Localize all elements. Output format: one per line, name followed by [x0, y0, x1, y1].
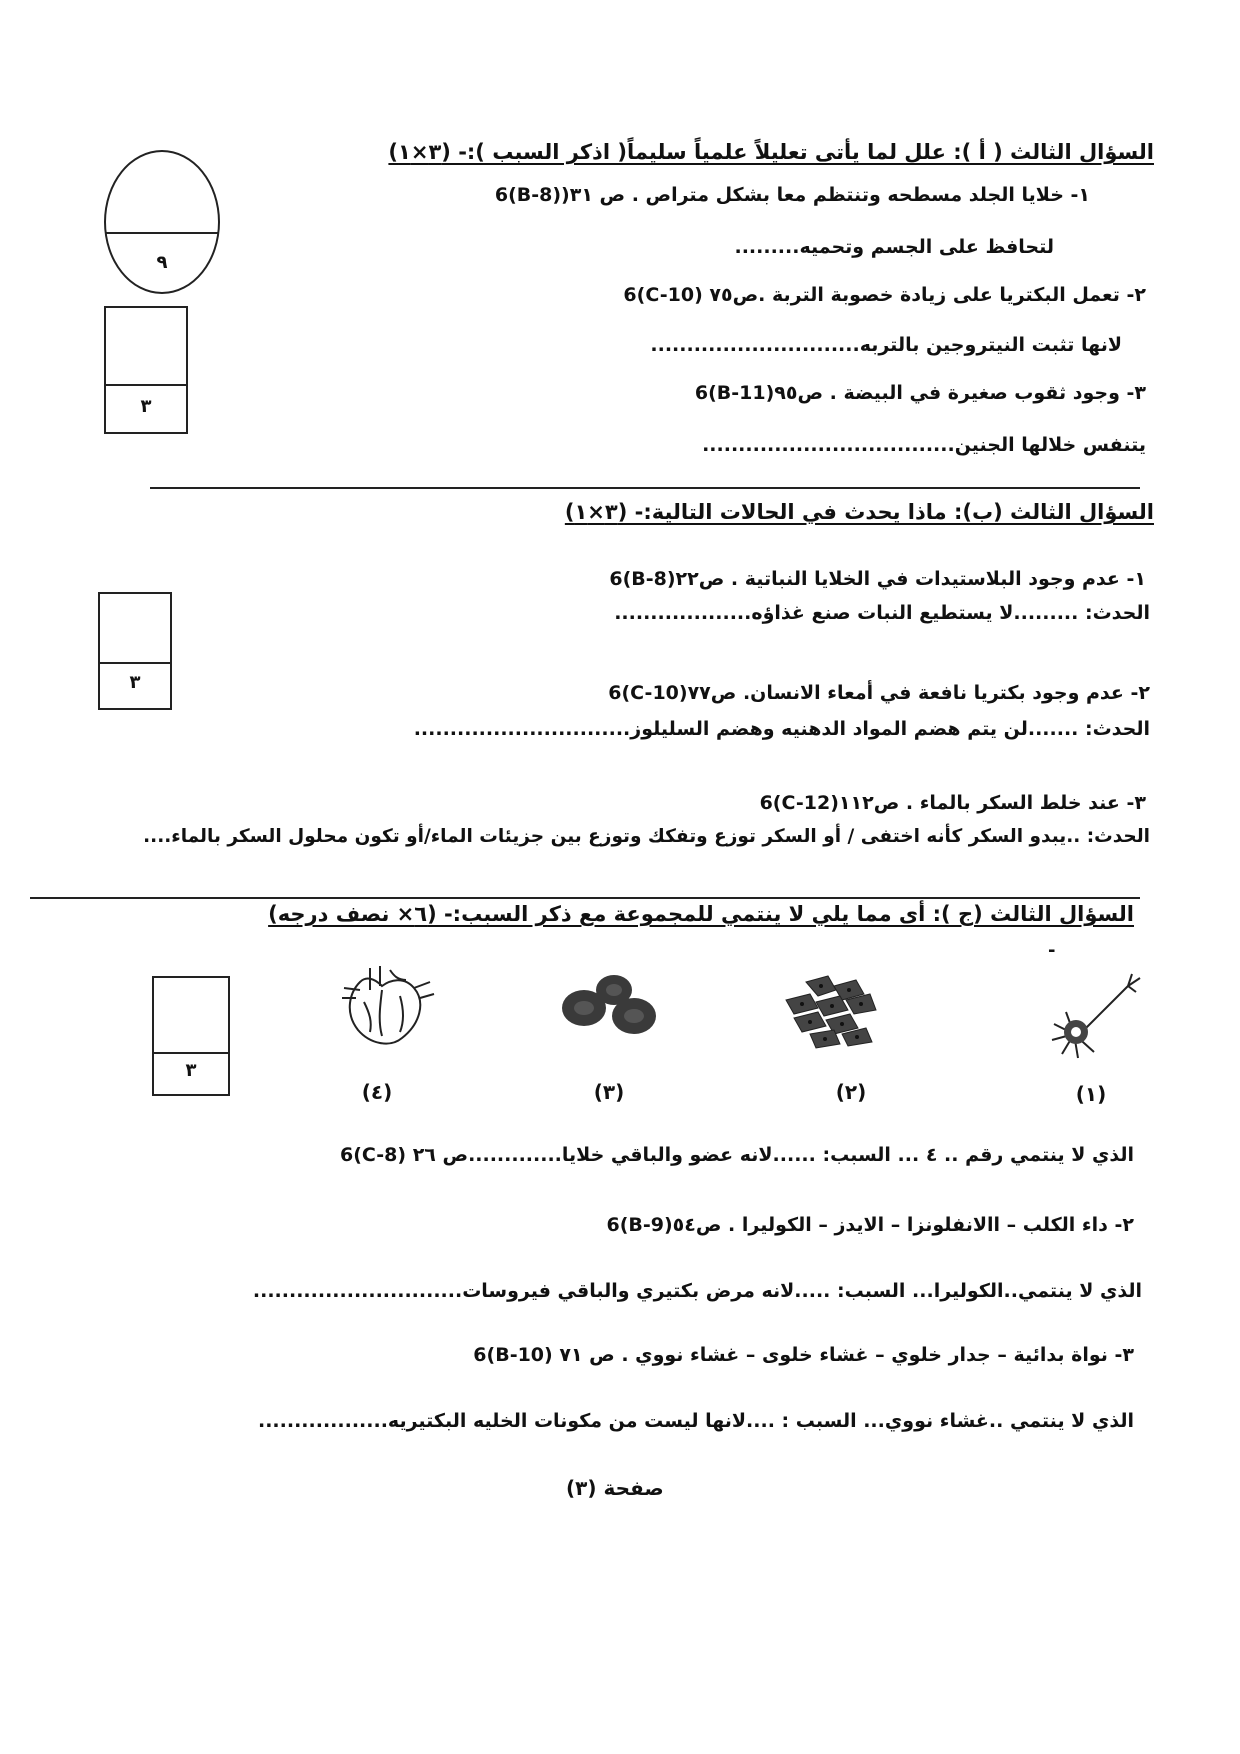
section-a-heading: السؤال الثالث ( أ ): علل لما يأتى تعليلاً علمياً سليماً( اذكر السبب ):- (٣×١): [388, 140, 1154, 164]
total-score-oval: [104, 150, 220, 294]
section-b-answer-1: الحدث: .........لا يستطيع النبات صنع غذاؤه...................: [614, 602, 1150, 624]
skin-cells-icon: [776, 972, 886, 1052]
section-c-heading: السؤال الثالث (ج ): أى مما يلي لا ينتمي للمجموعة مع ذكر السبب:- (٦× نصف درجه): [268, 902, 1134, 926]
section-c-answer-1: الذي لا ينتمي رقم .. ٤ ... السبب: ......لانه عضو والباقي خلايا.............ص ٢٦ (C-8)6: [339, 1144, 1134, 1166]
section-a-answer-1: لتحافظ على الجسم وتحميه.........: [734, 236, 1054, 258]
section-c-score-box: [152, 976, 230, 1096]
section-b-score-box: [98, 592, 172, 710]
divider-1: [150, 487, 1140, 489]
section-a-answer-2: لانها تثبت النيتروجين بالتربه.............................: [650, 334, 1122, 356]
section-c-answer-3: الذي لا ينتمي ..غشاء نووي... السبب : ....لانها ليست من مكونات الخليه البكتيريه..................: [258, 1410, 1134, 1432]
section-b-question-1: ١- عدم وجود البلاستيدات في الخلايا النباتية . ص٢٢(B-8)6: [609, 568, 1146, 590]
option-label-2: (٢): [835, 1080, 867, 1104]
section-a-question-2: ٢- تعمل البكتريا على زيادة خصوبة التربة .ص٧٥ (C-10)6: [623, 284, 1146, 306]
section-c-question-3: ٣- نواة بدائية – جدار خلوي – غشاء خلوى – غشاء نووي . ص ٧١ (B-10)6: [473, 1344, 1134, 1366]
red-blood-cells-icon: [556, 966, 666, 1046]
option-label-4: (٤): [361, 1080, 393, 1104]
total-score-value: ٩: [156, 252, 168, 273]
page-number: صفحة (٣): [566, 1476, 664, 1500]
section-a-answer-3: يتنفس خلالها الجنين...................................: [702, 434, 1146, 456]
divider-2: [30, 897, 1140, 899]
option-label-1: (١): [1075, 1082, 1107, 1106]
section-b-answer-3: الحدث: ..يبدو السكر كأنه اختفى / أو السكر توزع وتفكك وتوزع بين جزيئات الماء/أو تكون محلول السكر بالماء....: [143, 826, 1150, 847]
section-c-score-value: ٣: [185, 1060, 197, 1081]
section-a-score-value: ٣: [140, 396, 152, 417]
heart-icon: [330, 962, 440, 1052]
section-a-question-3: ٣- وجود ثقوب صغيرة في البيضة . ص٩٥(B-11)6: [694, 382, 1146, 404]
section-b-question-3: ٣- عند خلط السكر بالماء . ص١١٢(C-12)6: [759, 792, 1146, 814]
section-c-question-2: ٢- داء الكلب – االانفلونزا – الايدز – الكوليرا . ص٥٤(B-9)6: [606, 1214, 1134, 1236]
section-b-answer-2: الحدث: .......لن يتم هضم المواد الدهنيه وهضم السليلوز..............................: [413, 718, 1150, 740]
section-b-question-2: ٢- عدم وجود بكتريا نافعة في أمعاء الانسان. ص٧٧(C-10)6: [608, 682, 1150, 704]
section-a-score-box: [104, 306, 188, 434]
section-a-question-1: ١- خلايا الجلد مسطحه وتنتظم معا بشكل متراص . ص ٣١((B-8)6: [494, 184, 1090, 206]
section-c-answer-2: الذي لا ينتمي..الكوليرا... السبب: .....لانه مرض بكتيري والباقي فيروسات.............................: [252, 1280, 1142, 1302]
section-b-heading: السؤال الثالث (ب): ماذا يحدث في الحالات التالية:- (٣×١): [564, 500, 1154, 524]
section-b-score-value: ٣: [129, 672, 141, 693]
stray-mark: -: [1048, 940, 1056, 961]
option-label-3: (٣): [593, 1080, 625, 1104]
nerve-cell-icon: [1036, 966, 1156, 1066]
